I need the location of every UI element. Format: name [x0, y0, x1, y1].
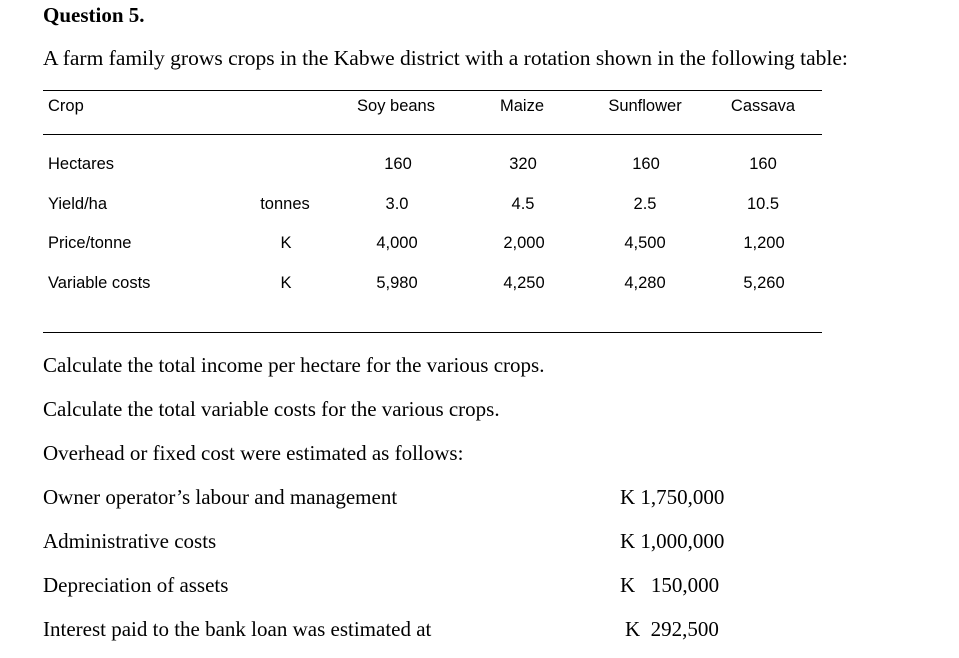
row-label-variable-costs: Variable costs — [48, 274, 151, 292]
instruction-line: Calculate the total income per hectare for the various crops. — [43, 353, 545, 377]
table-cell: 4,250 — [503, 274, 545, 292]
fixed-cost-label: Depreciation of assets — [43, 573, 229, 597]
table-header-crop: Crop — [48, 97, 84, 115]
table-cell: 160 — [384, 155, 412, 173]
row-unit-tonnes: tonnes — [260, 195, 310, 213]
table-cell: 160 — [632, 155, 660, 173]
table-cell: 4,000 — [376, 234, 418, 252]
fixed-cost-amount: K 1,000,000 — [620, 529, 725, 553]
table-cell: 3.0 — [385, 195, 409, 213]
table-cell: 2.5 — [633, 195, 657, 213]
table-header-maize: Maize — [499, 97, 545, 115]
table-cell: 4,500 — [624, 234, 666, 252]
row-unit-k: K — [280, 234, 292, 252]
table-header-sunflower: Sunflower — [608, 97, 682, 115]
row-unit-k: K — [280, 274, 292, 292]
table-cell: 4,280 — [624, 274, 666, 292]
table-header-rule — [43, 134, 822, 135]
row-label-hectares: Hectares — [48, 155, 115, 173]
table-cell: 4.5 — [511, 195, 535, 213]
table-cell: 160 — [749, 155, 777, 173]
intro-text: A farm family grows crops in the Kabwe district with a rotation shown in the following table: — [43, 46, 848, 70]
fixed-cost-amount: K 1,750,000 — [620, 485, 725, 509]
fixed-cost-label: Owner operator’s labour and management — [43, 485, 398, 509]
table-header-soy-beans: Soy beans — [357, 97, 435, 115]
fixed-cost-amount: K 150,000 — [620, 573, 720, 597]
fixed-cost-label: Administrative costs — [43, 529, 217, 553]
row-label-price: Price/tonne — [48, 234, 132, 252]
question-title: Question 5. — [43, 3, 145, 27]
table-cell: 5,980 — [376, 274, 418, 292]
table-cell: 2,000 — [503, 234, 545, 252]
row-label-yield: Yield/ha — [48, 195, 108, 213]
fixed-cost-amount: K 292,500 — [625, 617, 719, 641]
table-header-cassava: Cassava — [730, 97, 796, 115]
table-bottom-rule — [43, 332, 822, 333]
table-cell: 320 — [509, 155, 537, 173]
table-cell: 1,200 — [743, 234, 785, 252]
table-cell: 10.5 — [746, 195, 780, 213]
instruction-line: Overhead or fixed cost were estimated as follows: — [43, 441, 464, 465]
table-cell: 5,260 — [743, 274, 785, 292]
instruction-line: Calculate the total variable costs for the various crops. — [43, 397, 500, 421]
table-top-rule — [43, 90, 822, 91]
fixed-cost-label: Interest paid to the bank loan was estimated at — [43, 617, 432, 641]
